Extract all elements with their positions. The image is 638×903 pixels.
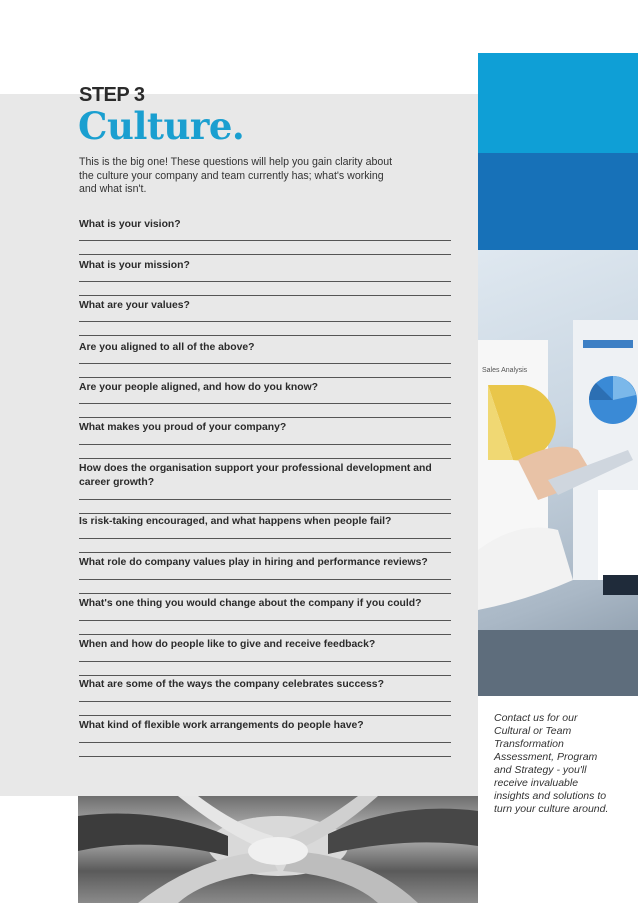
answer-line[interactable] (79, 715, 451, 716)
sales-analysis-illustration (478, 250, 638, 696)
answer-line[interactable] (79, 675, 451, 676)
question-text: What kind of flexible work arrangements do people have? (79, 720, 364, 731)
question-block (79, 218, 451, 232)
answer-line[interactable] (79, 377, 451, 378)
question-block (79, 341, 451, 355)
question-block (79, 515, 451, 529)
question-block (79, 259, 451, 273)
question-block (79, 299, 451, 313)
sales-analysis-label: Sales Analysis (482, 367, 528, 374)
answer-line[interactable] (79, 552, 451, 553)
answer-line[interactable] (79, 281, 451, 282)
business-analysis-photo (478, 250, 638, 696)
question-block (79, 597, 451, 611)
question-text: Are your people aligned, and how do you know? (79, 382, 318, 393)
answer-line[interactable] (79, 661, 451, 662)
question-block (79, 556, 451, 570)
question-block (79, 462, 451, 490)
question-block (79, 638, 451, 652)
question-text: What are some of the ways the company celebrates success? (79, 679, 384, 690)
answer-line[interactable] (79, 756, 451, 757)
team-hands-illustration (78, 796, 478, 903)
question-text: What is your vision? (79, 219, 181, 230)
question-block (79, 678, 451, 692)
question-block (79, 381, 451, 395)
question-text: What are your values? (79, 300, 190, 311)
answer-line[interactable] (79, 579, 451, 580)
question-text: What is your mission? (79, 260, 190, 271)
answer-line[interactable] (79, 363, 451, 364)
answer-line[interactable] (79, 620, 451, 621)
question-text: How does the organisation support your professional development and career growth? (79, 463, 432, 488)
answer-line[interactable] (79, 403, 451, 404)
question-text: What's one thing you would change about the company if you could? (79, 598, 422, 609)
answer-line[interactable] (79, 742, 451, 743)
question-text: Are you aligned to all of the above? (79, 342, 255, 353)
question-block (79, 719, 451, 733)
answer-line[interactable] (79, 444, 451, 445)
contact-us-note: Contact us for our Cultural or Team Transformation Assessment, Program and Strategy - you'll receive invaluable insights and solutions to turn your culture around. (494, 712, 609, 815)
answer-line[interactable] (79, 593, 451, 594)
question-text: Is risk-taking encouraged, and what happens when people fail? (79, 516, 392, 527)
answer-line[interactable] (79, 499, 451, 500)
answer-line[interactable] (79, 335, 451, 336)
answer-line[interactable] (79, 634, 451, 635)
question-block (79, 421, 451, 435)
right-sidebar (478, 0, 638, 903)
answer-line[interactable] (79, 458, 451, 459)
question-text: What makes you proud of your company? (79, 422, 287, 433)
question-text: When and how do people like to give and receive feedback? (79, 639, 376, 650)
answer-line[interactable] (79, 417, 451, 418)
answer-line[interactable] (79, 254, 451, 255)
intro-paragraph: This is the big one! These questions will help you gain clarity about the culture your company and team currently has; what's working and what isn't. (79, 156, 393, 195)
blue-accent-block (478, 153, 638, 250)
answer-line[interactable] (79, 295, 451, 296)
answer-line[interactable] (79, 321, 451, 322)
answer-line[interactable] (79, 701, 451, 702)
page-title: Culture. (78, 104, 245, 148)
answer-line[interactable] (79, 538, 451, 539)
question-text: What role do company values play in hiring and performance reviews? (79, 557, 428, 568)
cyan-accent-block (478, 53, 638, 153)
team-hands-photo (78, 796, 478, 903)
answer-line[interactable] (79, 240, 451, 241)
answer-line[interactable] (79, 513, 451, 514)
step-label: STEP 3 (79, 84, 145, 106)
